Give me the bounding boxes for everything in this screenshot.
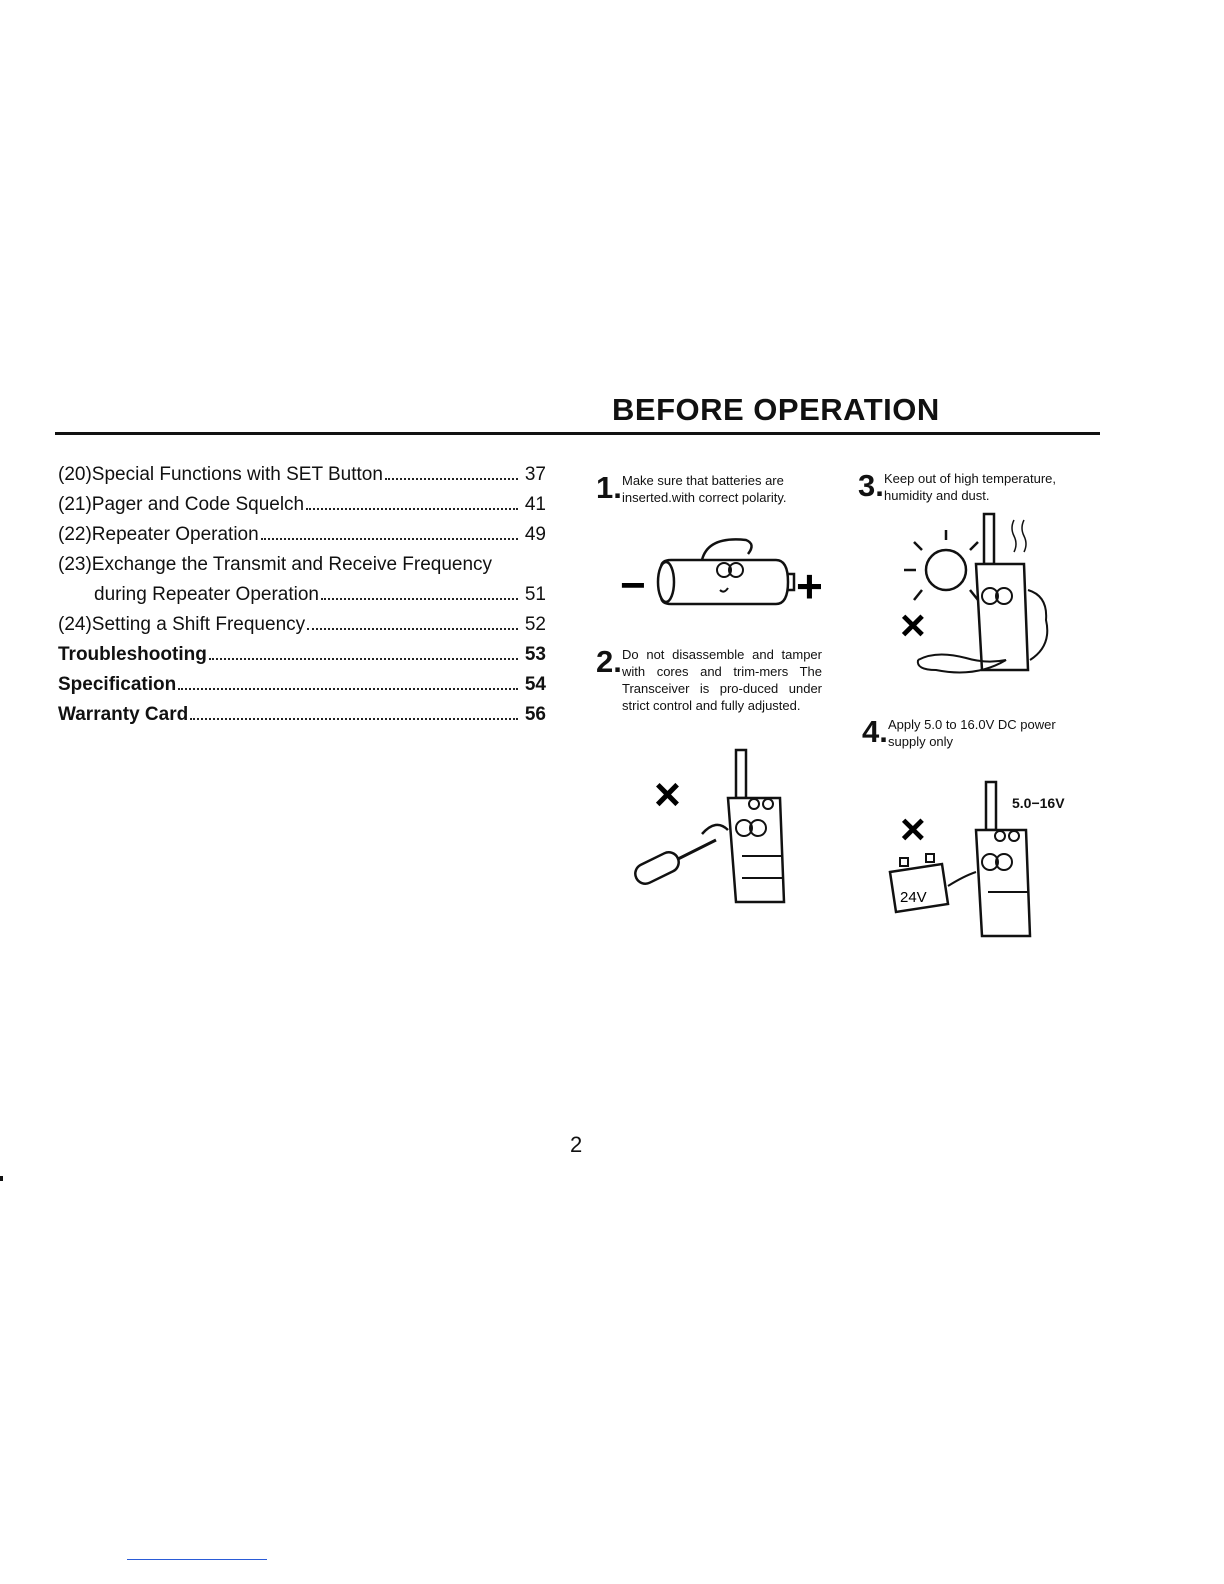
step-text: Do not disassemble and tamper with cores and trim-mers The Transceiver is pro-duced under strict control and fully adjusted. xyxy=(622,647,822,713)
title-rule xyxy=(55,432,1100,435)
warning-cross: × xyxy=(654,768,681,820)
warning-cross: × xyxy=(900,601,926,650)
step-number: 3. xyxy=(858,468,884,503)
toc-entry-label: during Repeater Operation xyxy=(94,584,319,605)
screwdriver-warning-icon xyxy=(632,744,822,914)
toc-entry-page: 56 xyxy=(524,704,546,725)
step-number: 1. xyxy=(596,470,622,505)
warning-cross: × xyxy=(900,805,926,854)
toc-entry-label: (21)Pager and Code Squelch xyxy=(58,494,305,515)
step-text: Keep out of high temperature, humidity and dust. xyxy=(884,471,1057,503)
battery-voltage-label: 24V xyxy=(900,889,927,906)
toc-entry-page: 41 xyxy=(524,494,546,515)
sun-icon xyxy=(926,550,966,590)
scan-edge-mark xyxy=(0,1176,3,1181)
toc-entry-page: 54 xyxy=(524,674,546,695)
step-number: 4. xyxy=(862,714,888,749)
step-text: Make sure that batteries are inserted.with correct polarity. xyxy=(622,473,787,505)
battery-polarity-illustration xyxy=(616,530,836,620)
toc-entry-page: 52 xyxy=(524,614,546,635)
page-title: BEFORE OPERATION xyxy=(612,392,940,427)
table-of-contents xyxy=(58,460,546,730)
toc-leader-dots xyxy=(385,478,518,480)
toc-entry-page: 37 xyxy=(524,464,546,485)
toc-leader-dots xyxy=(261,538,518,540)
step-text: Apply 5.0 to 16.0V DC power supply only xyxy=(888,717,1056,749)
toc-entry-label: (20)Special Functions with SET Button xyxy=(58,464,383,485)
toc-leader-dots xyxy=(307,628,518,630)
toc-entry-page: 53 xyxy=(524,644,546,665)
toc-entry-label: Warranty Card xyxy=(58,704,189,725)
toc-entry[interactable] xyxy=(58,640,546,670)
toc-entry-label: (22)Repeater Operation xyxy=(58,524,259,545)
toc-entry[interactable] xyxy=(58,520,546,550)
toc-entry[interactable] xyxy=(58,700,546,730)
toc-entry[interactable] xyxy=(58,580,546,610)
toc-entry[interactable] xyxy=(58,490,546,520)
toc-leader-dots xyxy=(190,718,518,720)
toc-entry-label: Specification xyxy=(58,674,177,695)
step-number: 2. xyxy=(596,644,622,679)
toc-entry-page: 49 xyxy=(524,524,546,545)
battery-plus-sign: + xyxy=(796,560,823,612)
temperature-humidity-illustration xyxy=(896,510,1056,690)
sun-heat-icon xyxy=(896,510,1056,690)
toc-entry-label: (24)Setting a Shift Frequency xyxy=(58,614,306,635)
toc-leader-dots xyxy=(209,658,518,660)
page-number: 2 xyxy=(570,1132,583,1157)
toc-entry[interactable] xyxy=(58,670,546,700)
battery-icon xyxy=(616,530,836,620)
toc-entry-page: 51 xyxy=(524,584,546,605)
bottom-underline xyxy=(127,1559,267,1560)
battery-minus-sign: − xyxy=(620,561,646,610)
toc-entry-label: (23)Exchange the Transmit and Receive Frequency xyxy=(58,554,493,575)
toc-leader-dots xyxy=(306,508,518,510)
toc-entry-label: Troubleshooting xyxy=(58,644,207,665)
toc-entry[interactable] xyxy=(58,610,546,640)
toc-leader-dots xyxy=(178,688,518,690)
toc-entry[interactable] xyxy=(58,460,546,490)
no-disassemble-illustration xyxy=(632,744,822,914)
toc-leader-dots xyxy=(321,598,518,600)
voltage-range-label: 5.0−16V xyxy=(1012,795,1065,811)
toc-entry[interactable] xyxy=(58,550,546,580)
